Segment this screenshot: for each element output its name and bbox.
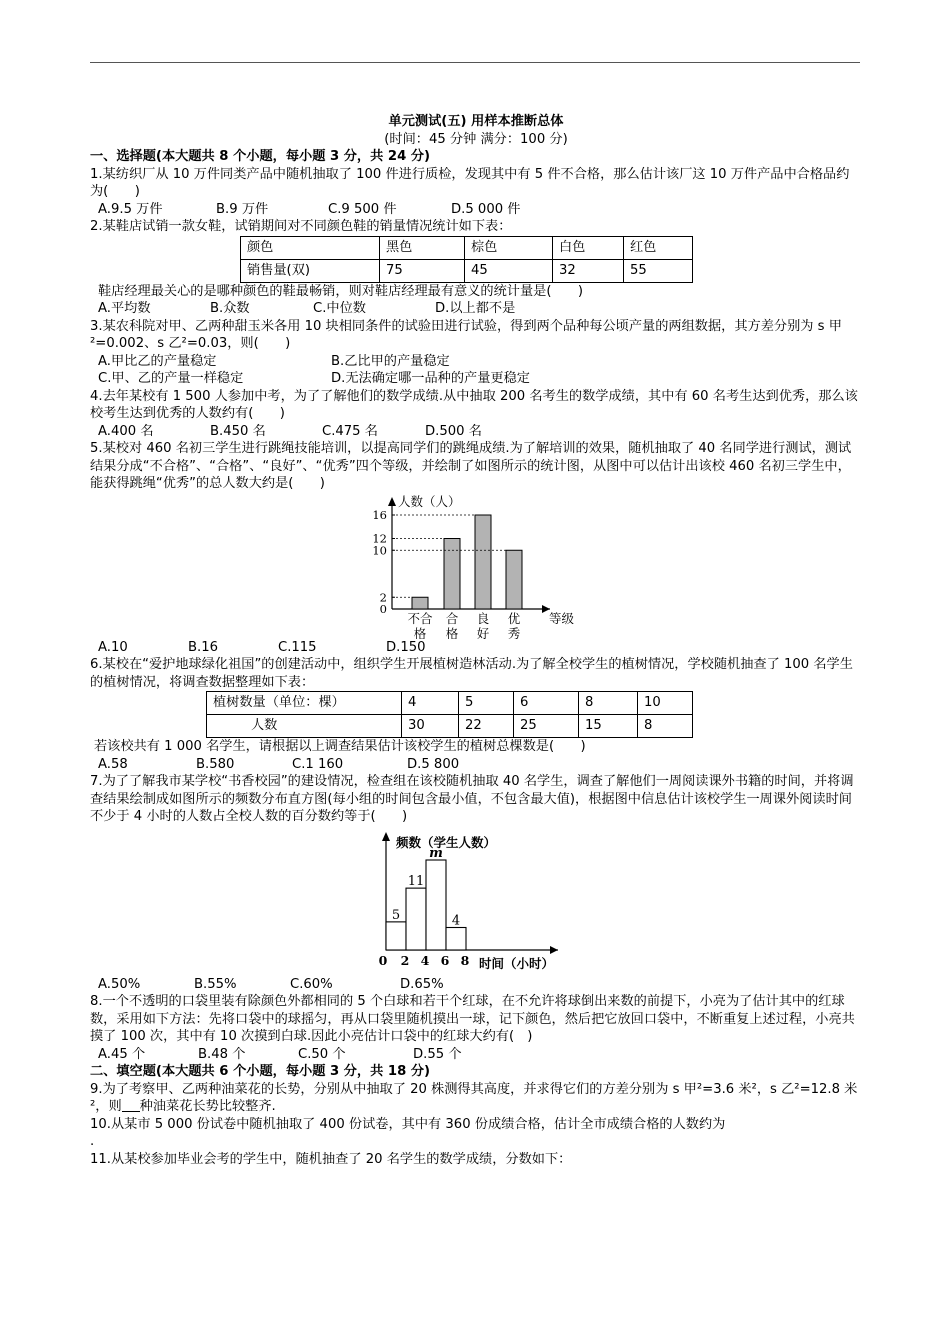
- table-cell: 75: [380, 259, 465, 282]
- q3-option-d: D.无法确定哪一品种的产量更稳定: [331, 371, 530, 386]
- chart2-xtick-label: 4: [420, 952, 430, 968]
- q8-option-a: A.45 个: [98, 1046, 146, 1062]
- chart2-xtick-label: 6: [440, 952, 450, 968]
- chart2-xlabel: 时间（小时）: [479, 955, 555, 971]
- q9-text: [90, 1081, 862, 1116]
- q1-option-a: A.9.5 万件: [98, 201, 163, 217]
- chart1-bar: [444, 538, 460, 609]
- chart1-category-label: 优: [507, 610, 521, 626]
- q6-text: 6.某校在“爱护地球绿化祖国”的创建活动中，组织学生开展植树造林活动.为了解全校学生的植树情况，学校随机抽查了 100 名学生的植树情况，将调查数据整理如下表：: [90, 657, 853, 690]
- chart1-category-label: 合: [445, 610, 459, 626]
- chart1-category-label: 格: [413, 625, 427, 639]
- table-cell: 55: [624, 259, 693, 282]
- section2-heading: 二、填空题(本大题共 6 个小题，每小题 3 分，共 18 分): [90, 1064, 431, 1079]
- chart1-category-label: 格: [445, 625, 459, 639]
- chart1-ylabel: 人数（人）: [398, 493, 461, 509]
- q7-option-b: B.55%: [194, 976, 237, 992]
- q2-option-b: B.众数: [210, 301, 250, 316]
- chart1-y-arrow: [388, 497, 396, 506]
- q2-after: 鞋店经理最关心的是哪种颜色的鞋最畅销，则对鞋店经理最有意义的统计量是( ): [98, 283, 584, 299]
- q5-text: 5.某校对 460 名初三学生进行跳绳技能培训，以提高同学们的跳绳成绩.为了解培训的效果，随机抽取了 40 名同学进行测试，测试结果分成“不合格”、“合格”、“良好”、“优秀”四个等级，并绘制了如图所示的统计图，从图中可以估计出该校 460 名初三学生中，能获得跳绳“优秀”的总人数大约是( ): [90, 441, 852, 491]
- table-cell: 22: [459, 715, 514, 738]
- q6-table: [206, 691, 693, 738]
- chart1-category-label: 秀: [507, 625, 521, 639]
- q6-option-d: D.5 800: [407, 756, 460, 772]
- q1-option-b: B.9 万件: [216, 201, 269, 217]
- q2-options: [90, 300, 862, 318]
- q5-option-a: A.10: [98, 639, 128, 655]
- q2-table: [240, 236, 693, 283]
- chart2-bar-label: 4: [451, 913, 461, 928]
- q1-option-d: D.5 000 件: [451, 201, 521, 217]
- q2-option-a: A.平均数: [98, 301, 151, 316]
- q4-text: 4.去年某校有 1 500 人参加中考，为了了解他们的数学成绩.从中抽取 200 名考生的数学成绩，其中有 60 名考生达到优秀，那么该校考生达到优秀的人数约有( ): [90, 388, 858, 421]
- q2-text: 2.某鞋店试销一款女鞋，试销期间对不同颜色鞋的销量情况统计如下表：: [90, 219, 512, 234]
- table-cell: 45: [465, 259, 553, 282]
- q7-options: [90, 976, 862, 994]
- q8-options: [90, 1046, 862, 1064]
- q9-before: 9.为了考察甲、乙两种油菜花的长势，分别从中抽取了 20 株测得其高度，并求得它们的方差分别为 s 甲²=3.6 米²，s 乙²=12.8 米²，则: [90, 1081, 858, 1114]
- table-cell: 30: [402, 715, 459, 738]
- chart2-bar: [386, 921, 406, 949]
- q1-text: 1.某纺织厂从 10 万件同类产品中随机抽取了 100 件进行质检，发现其中有 5 件不合格，那么估计该厂这 10 万件产品中合格品约为( ): [90, 166, 850, 199]
- table-cell: 棕色: [465, 236, 553, 259]
- table-cell: 红色: [624, 236, 693, 259]
- chart2-bar-label: 11: [407, 873, 425, 889]
- table-cell: 5: [459, 692, 514, 715]
- q3-text: 3.某农科院对甲、乙两种甜玉米各用 10 块相同条件的试验田进行试验，得到两个品种每公顷产量的两组数据，其方差分别为 s 甲²=0.002、s 乙²=0.03，则( ): [90, 318, 842, 351]
- chart2-xtick-label: 8: [460, 952, 470, 968]
- q8-text: 8.一个不透明的口袋里装有除颜色外都相同的 5 个白球和若干个红球，在不允许将球倒出来数的前提下，小亮为了估计其中的红球数，采用如下方法：先将口袋中的球摇匀，再从口袋里随机摸出一球，记下颜色，然后把它放回口袋中，不断重复上述过程，小亮共摸了 100 次，其中有 10 次摸到白球.因此小亮估计口袋中的红球大约有( ): [90, 994, 855, 1044]
- chart2-bar: [426, 860, 446, 950]
- chart2-bar: [406, 888, 426, 950]
- section1-heading: 一、选择题(本大题共 8 个小题，每小题 3 分，共 24 分): [90, 149, 431, 164]
- q4-option-c: C.475 名: [322, 423, 378, 439]
- q7-option-c: C.60%: [290, 976, 333, 992]
- chart1-category-label: 良: [476, 610, 490, 626]
- chart1-bar: [506, 550, 522, 609]
- table-cell: 32: [553, 259, 624, 282]
- q2-table-row: [241, 259, 693, 282]
- q6-options: [90, 756, 862, 774]
- chart1-ytick-label: 2: [379, 589, 387, 604]
- chart1-bar: [475, 515, 491, 609]
- q3-option-a: A.甲比乙的产量稳定: [98, 353, 217, 369]
- table-cell: 销售量(双): [241, 259, 380, 282]
- q6-table-header: [207, 692, 693, 715]
- q2-option-d: D.以上都不是: [435, 301, 516, 316]
- q8-option-c: C.50 个: [298, 1046, 346, 1062]
- table-cell: 颜色: [241, 236, 380, 259]
- q4-option-b: B.450 名: [210, 423, 266, 439]
- chart1-ytick-label: 16: [372, 507, 387, 522]
- chart1-ytick-label: 10: [372, 542, 387, 557]
- q6-option-b: B.580: [196, 756, 235, 772]
- q8-option-d: D.55 个: [413, 1046, 462, 1062]
- table-cell: 植树数量（单位：棵）: [207, 692, 402, 715]
- chart1-xlabel: 等级: [549, 610, 575, 626]
- chart2-bar: [446, 927, 466, 950]
- exam-title: 单元测试(五) 用样本推断总体: [388, 114, 564, 129]
- q2-option-c: C.中位数: [313, 301, 366, 316]
- q4-options: [90, 423, 862, 441]
- q7-text: 7.为了了解我市某学校“书香校园”的建设情况，检查组在该校随机抽取 40 名学生，调查了解他们一周阅读课外书籍的时间，并将调查结果绘制成如图所示的频数分布直方图(每小组的时间包含最小值，不包含最大值)，根据图中信息估计该校学生一周课外阅读时间不少于 4 小时的人数占全校人数的百分数约等于( ): [90, 774, 854, 824]
- chart1-ytick-label: 12: [372, 531, 387, 545]
- q5-option-c: C.115: [278, 639, 317, 655]
- q3-options-row1: [90, 353, 862, 371]
- q7-option-d: D.65%: [400, 976, 444, 992]
- q5-bar-chart: [90, 493, 862, 639]
- chart1-ytick-label: 0: [379, 601, 387, 616]
- q4-option-a: A.400 名: [98, 423, 154, 439]
- table-cell: 6: [514, 692, 579, 715]
- q3-options-row2: [90, 370, 862, 388]
- q9-answer-blank[interactable]: [122, 1099, 140, 1112]
- header-rule: [90, 62, 860, 63]
- q7-histogram: [90, 826, 862, 976]
- q2-table-header: [241, 236, 693, 259]
- chart2-bar-label: m: [429, 845, 443, 861]
- q3-option-b: B.乙比甲的产量稳定: [331, 353, 450, 369]
- q11-text: 11.从某校参加毕业会考的学生中，随机抽查了 20 名学生的数学成绩，分数如下：: [90, 1151, 572, 1167]
- q6-table-row: [207, 715, 693, 738]
- q5-option-d: D.150: [386, 639, 426, 655]
- chart2-y-arrow: [382, 832, 390, 841]
- exam-subtitle: (时间：45 分钟 满分：100 分): [384, 131, 568, 147]
- table-cell: 白色: [553, 236, 624, 259]
- chart2-x-arrow: [550, 946, 558, 954]
- chart2-bar-label: 5: [391, 907, 401, 923]
- table-cell: 4: [402, 692, 459, 715]
- q10-text: 10.从某市 5 000 份试卷中随机抽取了 400 份试卷，其中有 360 份成绩合格，估计全市成绩合格的人数约为: [90, 1116, 726, 1132]
- q6-option-a: A.58: [98, 756, 128, 772]
- q5-option-b: B.16: [188, 639, 219, 655]
- q7-option-a: A.50%: [98, 976, 141, 992]
- table-cell: 8: [579, 692, 638, 715]
- q6-option-c: C.1 160: [292, 756, 344, 772]
- chart2-xtick-label: 2: [400, 952, 410, 968]
- chart2-ylabel: 频数（学生人数）: [396, 834, 497, 850]
- chart1-bar: [412, 597, 428, 609]
- chart1-category-label: 好: [476, 625, 490, 639]
- q4-option-d: D.500 名: [425, 423, 482, 439]
- chart2-xtick-label: 0: [378, 952, 388, 968]
- q5-options: [90, 639, 862, 657]
- chart1-category-label: 不合: [407, 610, 433, 626]
- q1-option-c: C.9 500 件: [328, 201, 397, 217]
- table-cell: 人数: [207, 715, 402, 738]
- table-cell: 25: [514, 715, 579, 738]
- q9-after: 种油菜花长势比较整齐.: [139, 1099, 276, 1114]
- q10-dot: .: [90, 1134, 95, 1149]
- q8-option-b: B.48 个: [198, 1046, 246, 1062]
- q1-options: [90, 201, 862, 219]
- exam-page: [90, 113, 862, 1168]
- q6-after: 若该校共有 1 000 名学生，请根据以上调查结果估计该校学生的植树总棵数是( ): [94, 739, 586, 754]
- q3-option-c: C.甲、乙的产量一样稳定: [98, 371, 244, 386]
- table-cell: 15: [579, 715, 638, 738]
- table-cell: 10: [638, 692, 693, 715]
- table-cell: 黑色: [380, 236, 465, 259]
- table-cell: 8: [638, 715, 693, 738]
